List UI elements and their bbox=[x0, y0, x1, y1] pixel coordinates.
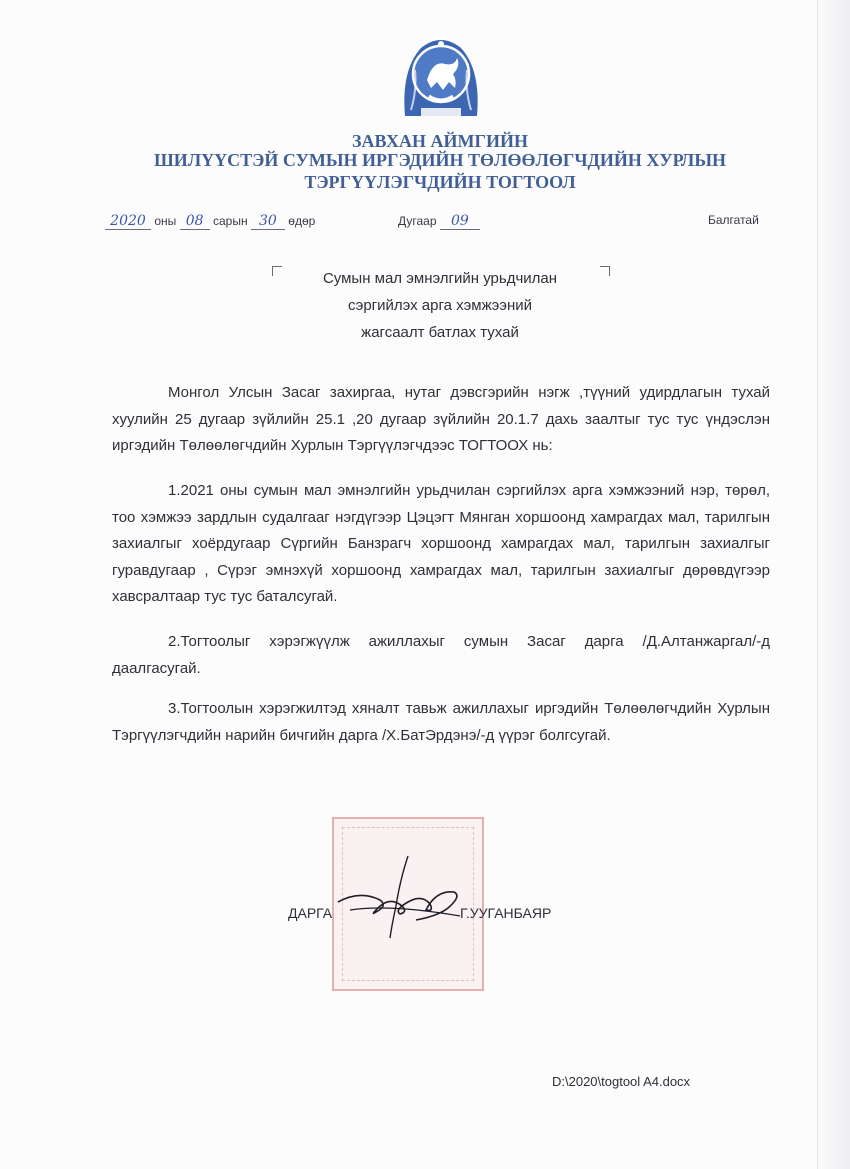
issuer-line-2: ШИЛҮҮСТЭЙ СУМЫН ИРГЭДИЙН ТӨЛӨӨЛӨГЧДИЙН ХУРЛЫН bbox=[153, 150, 727, 170]
date-year-label: оны bbox=[154, 214, 177, 228]
signatory-title: ДАРГА bbox=[288, 905, 333, 921]
date-year-field bbox=[105, 213, 315, 230]
issuer-line-1: ЗАВХАН АЙМГИЙН bbox=[351, 131, 528, 151]
state-emblem-icon bbox=[399, 30, 483, 124]
subject-line-2: сэргийлэх арга хэмжээний bbox=[348, 297, 532, 314]
date-day-label: өдөр bbox=[288, 214, 316, 228]
resolution-item-3: 3.Тогтоолын хэрэгжилтэд хяналт тавьж ажиллахыг иргэдийн Төлөөлөгчдийн Хурлын Тэргүүлэгчдийн нарийн бичгийн дарга /Х.БатЭрдэнэ/-д үүрэг болгсугай. bbox=[112, 700, 770, 744]
place-name: Балгатай bbox=[708, 213, 759, 227]
document-number-field bbox=[398, 213, 480, 230]
subject-line-1: Сумын мал эмнэлгийн урьдчилан bbox=[322, 270, 558, 287]
document-number-label: Дугаар bbox=[398, 214, 437, 228]
date-day-value: 30 bbox=[251, 213, 285, 230]
date-year-value: 2020 bbox=[105, 213, 151, 230]
preamble-paragraph: Монгол Улсын Засаг захиргаа, нутаг дэвсгэрийн нэгж ,түүний удирдлагын тухай хуулийн 25 дугаар зүйлийн 25.1 ,20 дугаар зүйлийн 20.1.7 дахь заалтыг тус тус үндэслэн иргэдийн Төлөөлөгчдийн Хурлын Тэргүүлэгчдээс ТОГТООХ нь: bbox=[112, 384, 770, 454]
resolution-item-2: 2.Тогтоолыг хэрэгжүүлж ажиллахыг сумын Засаг дарга /Д.Алтанжаргал/-д даалгасугай. bbox=[112, 633, 770, 677]
date-month-label: сарын bbox=[212, 214, 248, 228]
handwritten-signature bbox=[330, 850, 470, 940]
date-month-value: 08 bbox=[180, 213, 210, 230]
file-path-footer: D:\2020\togtool A4.docx bbox=[552, 1074, 691, 1089]
document-number-value: 09 bbox=[440, 213, 480, 230]
document-type-title: ТЭРГҮҮЛЭГЧДИЙН ТОГТООЛ bbox=[304, 172, 576, 192]
signatory-name: Г.УУГАНБАЯР bbox=[460, 905, 552, 921]
subject-line-3: жагсаалт батлах тухай bbox=[361, 324, 519, 341]
resolution-item-1: 1.2021 оны сумын мал эмнэлгийн урьдчилан сэргийлэх арга хэмжээний нэр, төрөл, тоо хэмжээ зардлын судалгааг нэгдүгээр Цэцэгт Мянган хоршоонд хамрагдах мал, тарилгын захиалгыг хоёрдугаар Сүргийн Банзрагч хоршоонд хамрагдах мал, тарилгын захиалгыг гуравдугаар , Сүрэг эмнэхүй хоршоонд хамрагдах мал, тарилгын захиалгыг дөрөвдүгээр хавсралтаар тус тус баталсугай. bbox=[112, 482, 770, 605]
